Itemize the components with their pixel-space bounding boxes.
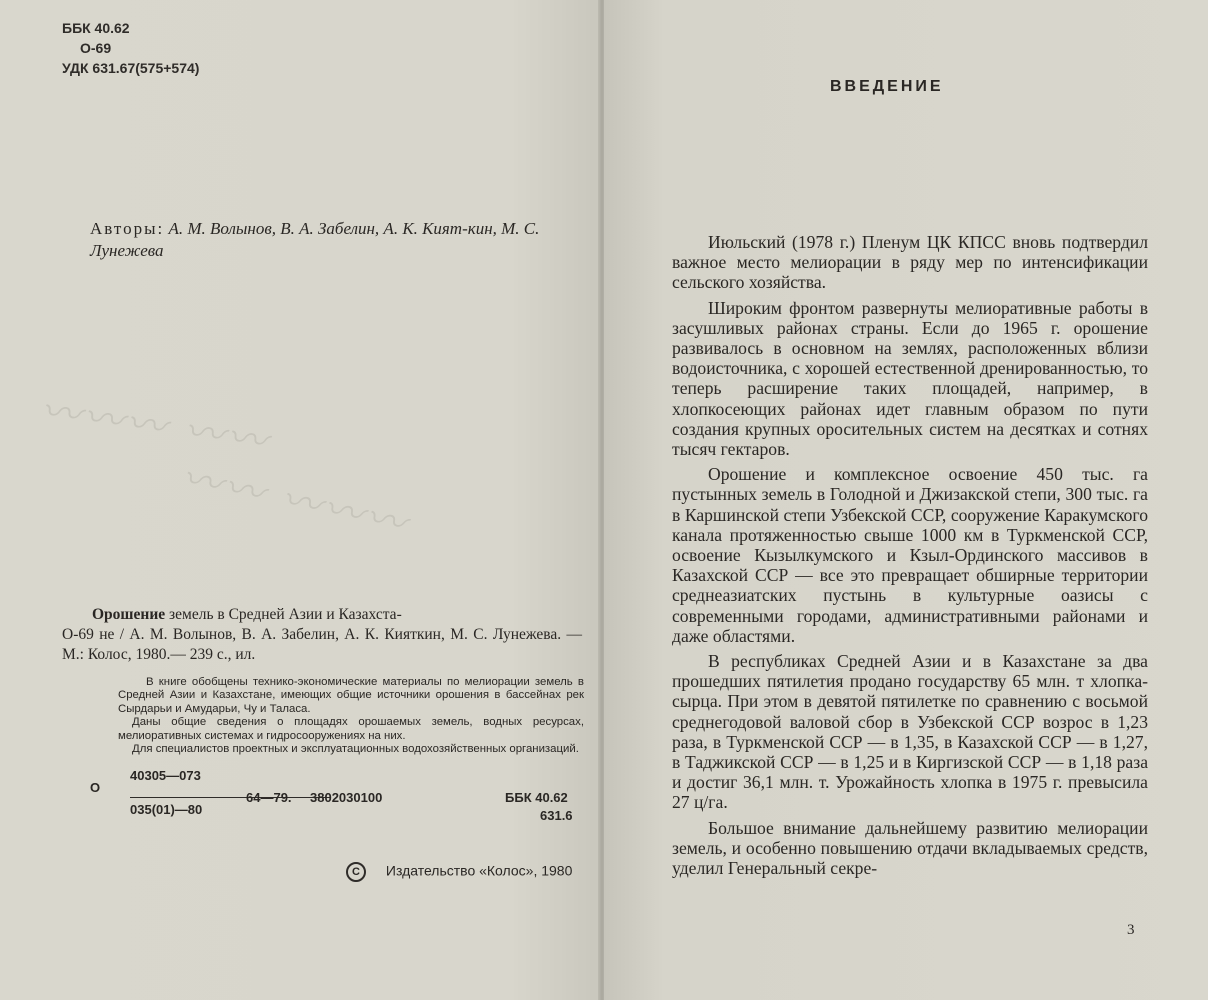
embossed-inscription: 〰〰〰 〰〰 bbox=[37, 388, 273, 466]
annotation-paragraph: В книге обобщены технико-экономические материалы по мелиорации земель в Средней Азии и Казахстане, имеющих общие источники орошения в бассейнах рек Сырдарьи и Амударьи, Чу и Таласа. bbox=[118, 676, 584, 715]
page-number: 3 bbox=[1127, 922, 1135, 938]
chapter-title: ВВЕДЕНИЕ bbox=[830, 78, 944, 95]
authors bbox=[90, 218, 580, 262]
catalog-number: 3802030100 bbox=[310, 790, 383, 805]
catalog-numerator: 40305—073 bbox=[130, 768, 201, 783]
annotation bbox=[118, 676, 584, 756]
authors-names: А. М. Волынов, В. А. Забелин, А. К. Кият-кин, М. С. Лунежева bbox=[90, 219, 540, 260]
bibliographic-record bbox=[62, 605, 582, 665]
copyright-text: Издательство «Колос», 1980 bbox=[385, 862, 573, 879]
catalog-index bbox=[90, 766, 584, 822]
body-text bbox=[672, 232, 1148, 883]
record-title-bold: Орошение bbox=[92, 606, 166, 623]
bbk-code: ББК 40.62 bbox=[62, 20, 130, 36]
catalog-bbk-sub: 631.6 bbox=[540, 808, 573, 823]
catalog-bbk: ББК 40.62 bbox=[505, 790, 568, 805]
paragraph: Широким фронтом развернуты мелиоративные работы в засушливых районах страны. Если до 1965 г. орошение развивалось в основном на землях, расположенных вблизи водоисточника, с хорошей естественной дренированностью, то теперь расширение таких площадей, например, в хлопкосеющих районах идет главным образом по пути создания крупных оросительных систем на десятках и сотнях тысяч гектаров. bbox=[672, 297, 1148, 460]
copyright bbox=[346, 862, 572, 882]
catalog-denominator: 035(01)—80 bbox=[130, 802, 203, 817]
author-mark: О-69 bbox=[80, 40, 112, 56]
paragraph: Июльский (1978 г.) Пленум ЦК КПСС вновь подтвердил важное место мелиорации в ряду мер по интенсификации сельского хозяйства. bbox=[672, 232, 1148, 293]
record-title-rest: земель в Средней Азии и Казахста- bbox=[169, 606, 402, 623]
catalog-letter: О bbox=[90, 780, 101, 795]
paragraph: Орошение и комплексное освоение 450 тыс. га пустынных земель в Голодной и Джизакской степи, 300 тыс. га в Каршинской степи Узбекской ССР, сооружение Каракумского канала протяженностью свыше 1000 км в Туркменской ССР, освоение Кызылкумского и Кзыл-Ординского массивов в Казахской ССР — все это превращает обширные территории среднеазиатских пустынь в культурные оазисы с современными городами, административными районами и даже областями. bbox=[672, 464, 1148, 646]
fraction-line bbox=[130, 797, 330, 798]
authors-label: Авторы: bbox=[90, 219, 165, 238]
paragraph: Большое внимание дальнейшему развитию мелиорации земель, и особенно повышению отдачи вкладываемых средств, уделил Генеральный секре- bbox=[672, 817, 1148, 879]
left-page bbox=[0, 0, 600, 1000]
paragraph: В республиках Средней Азии и в Казахстане за два прошедших пятилетия продано государству 65 млн. т хлопка-сырца. При этом в девятой пятилетке по сравнению с восьмой среднегодовой валовой сбор в Узбекской ССР возрос в 1,23 раза, в Туркменской ССР — в 1,35, в Казахской ССР — в 1,27, в Таджикской ССР — в 1,25 и в Киргизской ССР — в 1,18 раза и достиг 36,1 млн. т. Урожайность хлопка в 1975 г. превысила 27 ц/га. bbox=[672, 651, 1148, 813]
embossed-inscription: 〰〰 〰〰〰 bbox=[177, 455, 413, 549]
annotation-paragraph: Даны общие сведения о площадях орошаемых земель, водных ресурсах, мелиоративных системах и гидросооружениях на них. bbox=[118, 716, 584, 742]
copyright-icon: C bbox=[346, 862, 366, 882]
annotation-paragraph: Для специалистов проектных и эксплуатационных водохозяйственных организаций. bbox=[132, 743, 579, 756]
record-imprint: О-69 не / А. М. Волынов, В. А. Забелин, А. К. Кияткин, М. С. Лунежева. — М.: Колос, 1980.— 239 с., ил. bbox=[62, 626, 582, 663]
classification-codes bbox=[62, 18, 199, 78]
catalog-code: 64—79. bbox=[246, 790, 292, 805]
udk-code: УДК 631.67(575+574) bbox=[62, 60, 200, 76]
